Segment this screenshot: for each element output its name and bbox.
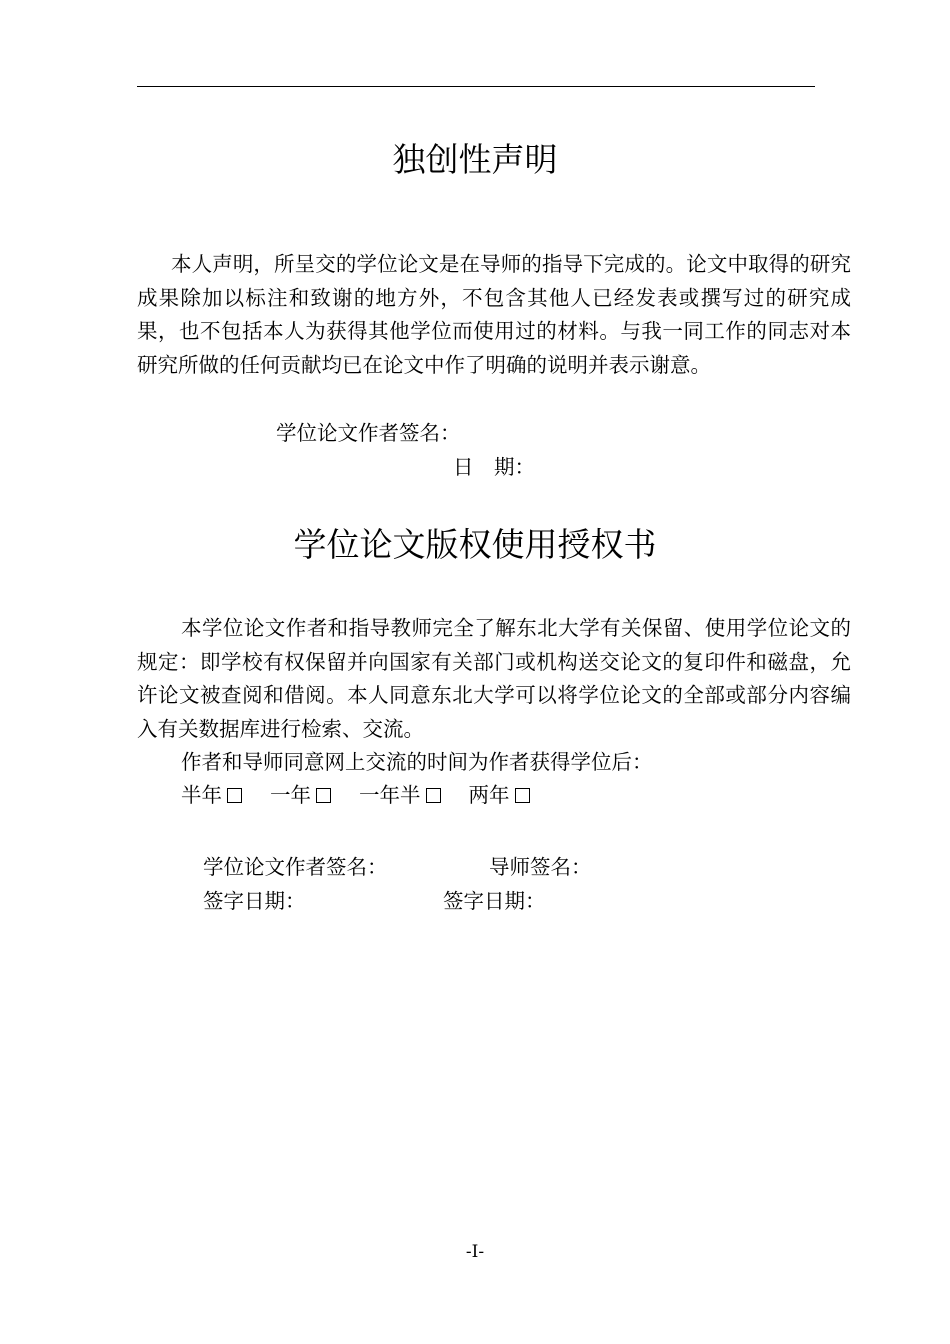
header-rule [137,86,815,87]
declaration-date-label: 日 期： [453,455,535,479]
authorization-title: 学位论文版权使用授权书 [293,525,657,564]
declaration-body: 本人声明，所呈交的学位论文是在导师的指导下完成的。论文中取得的研究成果除加以标注和致谢的地方外，不包含其他人已经发表或撰写过的研究成果，也不包括本人为获得其他学位而使用过的材料。与我一同工作的同志对本研究所做的任何贡献均已在论文中作了明确的说明并表示谢意。 [137,252,851,377]
supervisor-signature-label: 导师签名： [489,855,592,879]
option-label: 一年 [270,783,311,807]
authorization-author-signature-label: 学位论文作者签名： [203,855,388,879]
time-prompt: 作者和导师同意网上交流的时间为作者获得学位后： [181,750,653,774]
option-half-year[interactable] [181,781,242,809]
page-number: -I- [465,1242,485,1262]
option-two-years[interactable] [469,781,530,809]
authorization-body: 本学位论文作者和指导教师完全了解东北大学有关保留、使用学位论文的规定：即学校有权保留并向国家有关部门或机构送交论文的复印件和磁盘，允许论文被查阅和借阅。本人同意东北大学可以将学位论文的全部或部分内容编入有关数据库进行检索、交流。 [137,616,851,741]
checkbox[interactable] [227,788,242,803]
option-label: 两年 [468,783,510,807]
option-one-year[interactable] [270,781,331,809]
checkbox[interactable] [426,788,441,803]
checkbox[interactable] [316,788,331,803]
time-options [181,781,558,809]
declaration-title: 独创性声明 [392,140,558,179]
option-one-and-half-years[interactable] [359,781,441,809]
option-label: 半年 [181,783,222,807]
supervisor-sign-date-label: 签字日期： [443,889,546,913]
declaration-author-signature-label: 学位论文作者签名： [276,421,461,445]
option-label: 一年半 [359,783,421,807]
checkbox[interactable] [515,788,530,803]
author-sign-date-label: 签字日期： [203,889,306,913]
